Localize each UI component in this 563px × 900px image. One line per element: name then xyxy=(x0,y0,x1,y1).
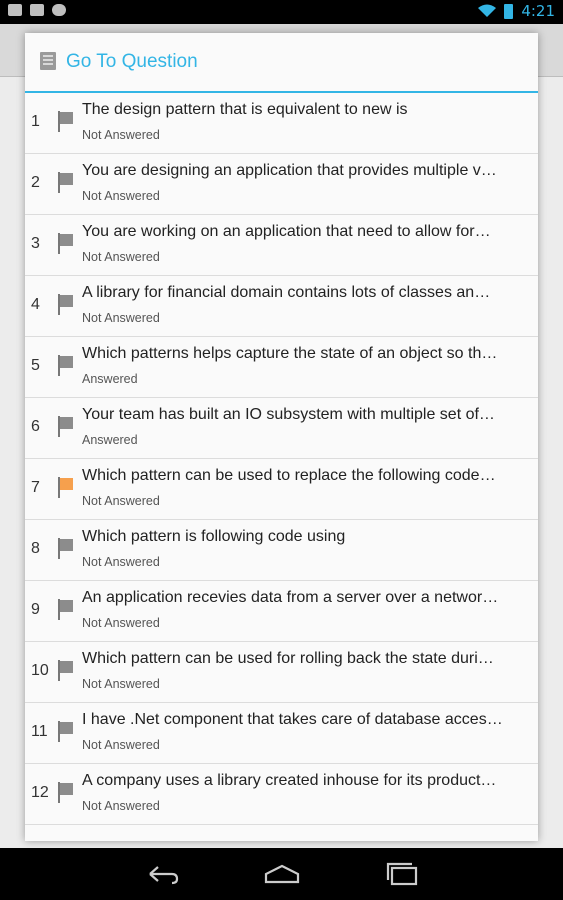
question-number: 4 xyxy=(31,296,40,313)
question-number: 7 xyxy=(31,479,40,496)
answer-status: Not Answered xyxy=(82,677,160,691)
question-row[interactable] xyxy=(25,215,538,276)
flag-icon[interactable] xyxy=(55,292,75,316)
question-text: You are designing an application that provides multiple v… xyxy=(82,162,497,179)
question-text: Your team has built an IO subsystem with multiple set of… xyxy=(82,406,495,423)
question-text: Which pattern can be used for rolling back the state duri… xyxy=(82,650,494,667)
question-number: 3 xyxy=(31,235,40,252)
answer-status: Not Answered xyxy=(82,555,160,569)
answer-status: Answered xyxy=(82,372,138,386)
answer-status: Not Answered xyxy=(82,250,160,264)
flag-icon[interactable] xyxy=(55,658,75,682)
answer-status: Not Answered xyxy=(82,494,160,508)
question-text: An application recevies data from a server over a networ… xyxy=(82,589,499,606)
question-row[interactable] xyxy=(25,520,538,581)
question-row[interactable] xyxy=(25,276,538,337)
navigation-bar xyxy=(0,848,563,900)
question-text: A library for financial domain contains lots of classes an… xyxy=(82,284,491,301)
question-row[interactable] xyxy=(25,398,538,459)
question-number: 11 xyxy=(31,723,48,740)
flag-icon[interactable] xyxy=(55,780,75,804)
question-number: 5 xyxy=(31,357,40,374)
flag-icon[interactable] xyxy=(55,353,75,377)
question-text: You are working on an application that need to allow for… xyxy=(82,223,491,240)
back-icon[interactable] xyxy=(142,862,182,886)
dialog-title: Go To Question xyxy=(66,51,198,72)
question-number: 6 xyxy=(31,418,40,435)
question-number: 9 xyxy=(31,601,40,618)
question-row[interactable] xyxy=(25,581,538,642)
question-row[interactable] xyxy=(25,93,538,154)
question-text: Which pattern is following code using xyxy=(82,528,346,545)
question-number: 8 xyxy=(31,540,40,557)
home-icon[interactable] xyxy=(262,862,302,886)
go-to-question-dialog xyxy=(25,33,538,841)
question-row[interactable] xyxy=(25,459,538,520)
media-icon xyxy=(30,4,44,16)
answer-status: Not Answered xyxy=(82,311,160,325)
flag-icon[interactable] xyxy=(55,109,75,133)
question-text: A company uses a library created inhouse for its product… xyxy=(82,772,497,789)
flag-icon[interactable] xyxy=(55,414,75,438)
answer-status: Not Answered xyxy=(82,738,160,752)
flag-icon[interactable] xyxy=(55,719,75,743)
gamepad-icon xyxy=(52,4,66,16)
question-number: 2 xyxy=(31,174,40,191)
recents-icon[interactable] xyxy=(382,862,422,886)
wifi-icon xyxy=(478,4,496,18)
flag-icon[interactable] xyxy=(55,170,75,194)
question-text: Which pattern can be used to replace the following code… xyxy=(82,467,496,484)
question-text: I have .Net component that takes care of database acces… xyxy=(82,711,503,728)
question-row[interactable] xyxy=(25,154,538,215)
question-number: 1 xyxy=(31,113,40,130)
question-row[interactable] xyxy=(25,337,538,398)
answer-status: Not Answered xyxy=(82,128,160,142)
flag-icon[interactable] xyxy=(55,536,75,560)
question-row[interactable] xyxy=(25,764,538,825)
answer-status: Not Answered xyxy=(82,189,160,203)
dialog-header xyxy=(25,33,538,93)
answer-status: Not Answered xyxy=(82,799,160,813)
answer-status: Answered xyxy=(82,433,138,447)
question-text: The design pattern that is equivalent to new is xyxy=(82,101,408,118)
question-text: Which patterns helps capture the state of an object so th… xyxy=(82,345,498,362)
question-number: 12 xyxy=(31,784,49,801)
question-list[interactable] xyxy=(25,93,538,825)
question-number: 10 xyxy=(31,662,49,679)
flag-icon[interactable] xyxy=(55,231,75,255)
status-time: 4:21 xyxy=(521,2,555,20)
flag-icon[interactable] xyxy=(55,597,75,621)
question-row[interactable] xyxy=(25,703,538,764)
answer-status: Not Answered xyxy=(82,616,160,630)
status-bar xyxy=(0,0,563,24)
battery-icon xyxy=(504,4,513,19)
mail-icon xyxy=(8,4,22,16)
question-row[interactable] xyxy=(25,642,538,703)
notepad-icon xyxy=(39,51,57,71)
flag-icon[interactable] xyxy=(55,475,75,499)
